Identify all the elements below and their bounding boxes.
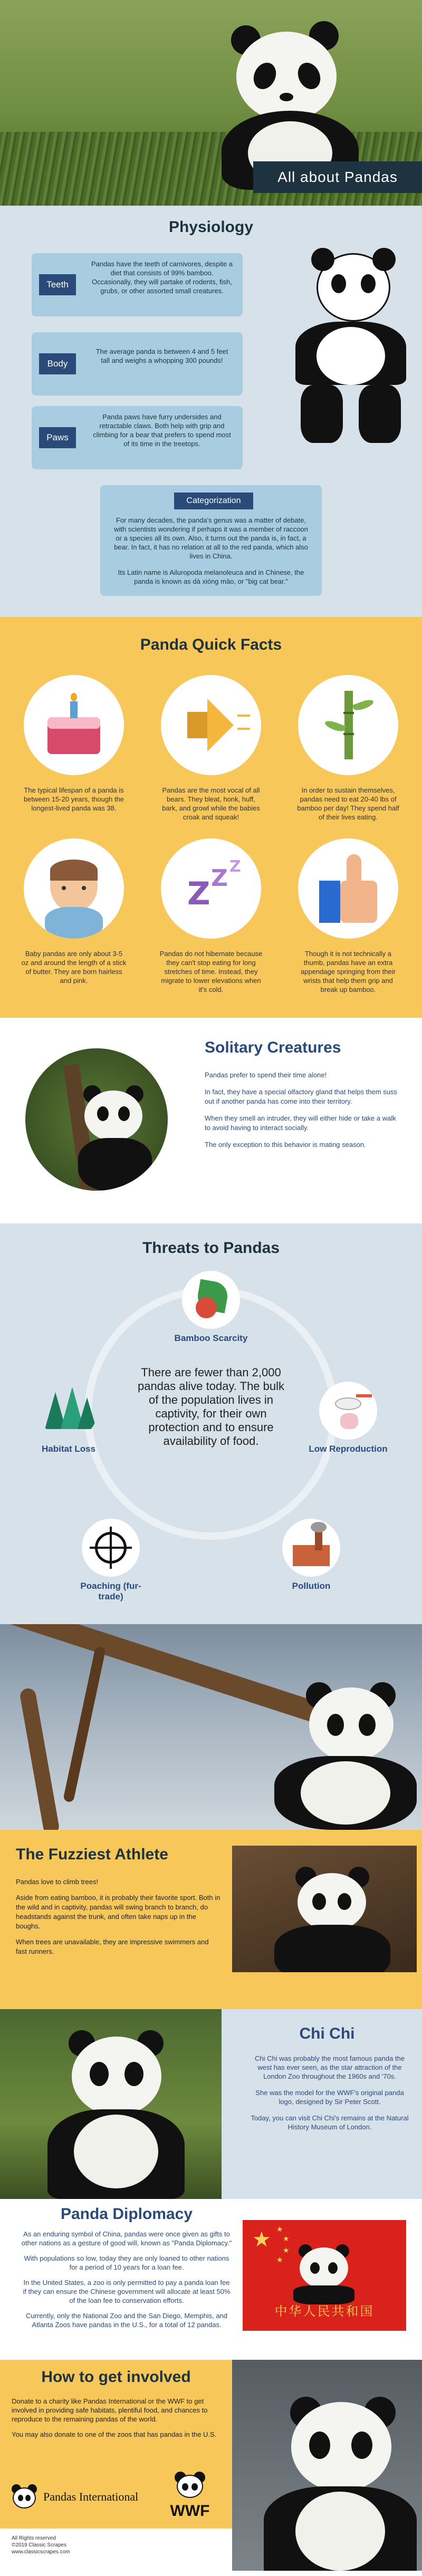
involved-p1: Donate to a charity like Pandas International or the WWF to get involved in providing safe habitats, plentiful food, and chances to reproduce to the remaining pandas of the world. [12, 2397, 208, 2423]
paws-text: Panda paws have furry undersides and retractable claws. Both help with grip and climbing for a bear that prefers to spend most of its time in the treetops. [93, 413, 231, 448]
fact-baby-text: Baby pandas are only about 3-5 oz and around the length of a stick of butter. They are born hairless and pink. [21, 950, 127, 985]
pandas-international-label: Pandas International [43, 2490, 139, 2503]
threat-low-reproduction [306, 1382, 390, 1454]
diplomacy-p4: Currently, only the National Zoo and the San Diego, Memphis, and Atlanta Zoos have pandas in the U.S., for a total of 12 pandas. [25, 2312, 228, 2329]
bamboo-leaf-icon [182, 1271, 240, 1329]
thumb-icon [298, 838, 398, 939]
fact-hibernate-text: Pandas do not hibernate because they can't stop eating for long stretches of time. Instead, they migrate to lower elevations when it's cold. [159, 950, 263, 993]
body-tag: Body [39, 353, 76, 374]
hero-title: All about Pandas [253, 161, 422, 193]
threat-poaching [69, 1519, 153, 1602]
footer-copyright: ©2019 Classic Scrapes [12, 2542, 67, 2548]
hero-section [0, 0, 422, 206]
fact-thumb-text: Though it is not technically a thumb, pandas have an extra appendage springing from their wrists that help them grip and break up bamboo. [301, 950, 396, 993]
star-icon: ★ [252, 2227, 271, 2252]
categorization-text [111, 516, 311, 586]
baby-icon [24, 838, 124, 939]
teeth-text: Pandas have the teeth of carnivores, despite a diet that consists of 99% bamboo. Occasionally, they will partake of rodents, fish, grubs, or other assorted small creatures. [91, 260, 233, 295]
categorization-p2: Its Latin name is Ailuropoda melanoleuca and in Chinese, the panda is known as dà xióng māo, or "big cat bear." [118, 568, 304, 585]
china-flag-image [243, 2220, 406, 2331]
threats-center-text: There are fewer than 2,000 pandas alive today. The bulk of the population lives in captivity, for their own protection and to ensure availability of food. [137, 1366, 285, 1448]
footer-url[interactable]: www.classicscrapes.com [12, 2549, 70, 2555]
small-star-icon: ★ [283, 2246, 290, 2255]
fuzziest-title: The Fuzziest Athlete [16, 1846, 168, 1863]
threat-reproduction-label: Low Reproduction [309, 1444, 388, 1454]
fact-vocal [158, 675, 264, 822]
get-involved-panda-photo [232, 2360, 422, 2571]
teeth-card [32, 253, 243, 316]
small-star-icon: ★ [276, 2256, 283, 2264]
diplomacy-title: Panda Diplomacy [60, 2205, 193, 2223]
fact-lifespan [21, 675, 127, 813]
involved-title: How to get involved [41, 2368, 191, 2386]
fuzziest-athlete-section [0, 1830, 422, 2009]
panda-diplomacy-section [0, 2199, 422, 2360]
fact-baby [21, 838, 127, 985]
involved-text [12, 2397, 217, 2445]
climbing-panda-photo [0, 1624, 422, 1830]
threat-bamboo-label: Bamboo Scarcity [174, 1333, 248, 1343]
fact-vocal-text: Pandas are the most vocal of all bears. They bleat, honk, huff, bark, and growl while the babies croak and squeak! [162, 786, 260, 821]
body-card [32, 332, 243, 395]
threat-habitat-loss [26, 1382, 111, 1454]
fact-eating-text: In order to sustain themselves, pandas need to eat 20-40 lbs of bamboo per day! They spend half of their lives eating. [297, 786, 399, 821]
threat-pollution [269, 1519, 353, 1591]
solitary-p3: When they smell an intruder, they will either hide or take a walk to avoid having to interact socially. [205, 1114, 396, 1132]
fact-thumb [295, 838, 401, 994]
fact-lifespan-text: The typical lifespan of a panda is between 15-20 years, though the longest-lived panda was 38. [23, 786, 124, 812]
small-star-icon: ★ [276, 2225, 283, 2234]
physiology-section [0, 206, 422, 617]
diplomacy-text [21, 2230, 232, 2336]
chi-chi-section [0, 2009, 422, 2199]
chi-chi-p1: Chi Chi was probably the most famous panda the west has ever seen, as the star attraction of the London Zoo throughout the 1960s and '70s. [255, 2054, 405, 2080]
chi-chi-p3: Today, you can visit Chi Chi's remains at the Natural History Museum of London. [251, 2114, 409, 2131]
solitary-section [0, 1018, 422, 1223]
categorization-p1: For many decades, the panda's genus was a matter of debate, with scientists wondering if perhaps it was a member of raccoon or a species all its own. Also, it turns out the panda is, in fact, a bear. In fact, it has no relation at all to the red panda, which also lives in China. [114, 516, 308, 560]
solitary-text [205, 1070, 400, 1157]
crosshair-icon [82, 1519, 140, 1577]
threats-title: Threats to Pandas [142, 1239, 280, 1257]
bamboo-icon [298, 675, 398, 775]
stork-icon [319, 1382, 377, 1440]
solitary-p1: Pandas prefer to spend their time alone! [205, 1071, 327, 1079]
pandas-international-logo[interactable] [11, 2481, 148, 2513]
solitary-p4: The only exception to this behavior is mating season. [205, 1141, 366, 1149]
chi-chi-text [248, 2054, 411, 2139]
teeth-tag: Teeth [39, 274, 76, 295]
physiology-title: Physiology [168, 218, 254, 236]
fact-hibernate [158, 838, 264, 994]
quick-facts-title: Panda Quick Facts [140, 636, 282, 653]
small-star-icon: ★ [283, 2235, 290, 2243]
sleep-icon: Z Z Z [161, 838, 261, 939]
chi-chi-title: Chi Chi [299, 2025, 355, 2042]
fuzziest-p1: Pandas love to climb trees! [16, 1878, 99, 1886]
wwf-panda-icon [171, 2471, 208, 2502]
solitary-title: Solitary Creatures [205, 1039, 341, 1056]
fuzziest-p3: When trees are unavailable, they are impressive swimmers and fast runners. [16, 1938, 209, 1955]
megaphone-icon [161, 675, 261, 775]
diplomacy-p1: As an enduring symbol of China, pandas were once given as gifts to other nations as a gesture of good will, known as "Panda Diplomacy." [21, 2230, 232, 2247]
diplomacy-p2: With populations so low, today they are only loaned to other nations for a period of 10 years for a loan fee. [24, 2254, 229, 2271]
threat-bamboo-scarcity [169, 1271, 253, 1344]
fuzziest-panda-photo [232, 1846, 417, 1972]
get-involved-section [0, 2360, 422, 2571]
footer [12, 2535, 70, 2555]
wwf-logo[interactable] [158, 2471, 222, 2523]
threat-poaching-label: Poaching (fur-trade) [80, 1581, 141, 1601]
fuzziest-p2: Aside from eating bamboo, it is probably their favorite sport. Both in the wild and in captivity, pandas will swing branch to branch, do headstands against the trunk, and often take naps up in the boughs. [16, 1894, 220, 1930]
solitary-p2: In fact, they have a special olfactory gland that helps them suss out if another panda has come into their territory. [205, 1088, 397, 1105]
footer-rights: All Rights reserved [12, 2535, 56, 2541]
cake-icon [24, 675, 124, 775]
trees-icon [40, 1382, 98, 1440]
panda-logo-icon [11, 2483, 38, 2511]
paws-tag: Paws [39, 427, 76, 448]
fact-eating [295, 675, 401, 822]
threat-habitat-label: Habitat Loss [41, 1444, 96, 1454]
chi-chi-p2: She was the model for the WWF's original panda logo, designed by Sir Peter Scott. [255, 2089, 404, 2106]
quick-facts-section [0, 617, 422, 1018]
involved-p2: You may also donate to one of the zoos that has pandas in the U.S. [12, 2430, 217, 2438]
flag-caption: 中华人民共和国 [274, 2304, 375, 2319]
threats-section [0, 1223, 422, 1624]
body-text: The average panda is between 4 and 5 feet tall and weighs a whopping 300 pounds! [95, 348, 228, 364]
fuzziest-text [16, 1877, 222, 1963]
threat-pollution-label: Pollution [292, 1581, 331, 1591]
diplomacy-p3: In the United States, a zoo is only permitted to pay a panda loan fee if they can ensure the Chinese government will allocate at least 50% of the loan fee to conservation efforts. [23, 2279, 231, 2304]
solitary-panda-photo [25, 1048, 168, 1191]
paws-card [32, 406, 243, 469]
categorization-box [100, 485, 322, 596]
categorization-title: Categorization [174, 493, 253, 509]
chi-chi-photo [0, 2009, 222, 2199]
factory-icon [282, 1519, 340, 1577]
wwf-label: WWF [170, 2502, 210, 2520]
